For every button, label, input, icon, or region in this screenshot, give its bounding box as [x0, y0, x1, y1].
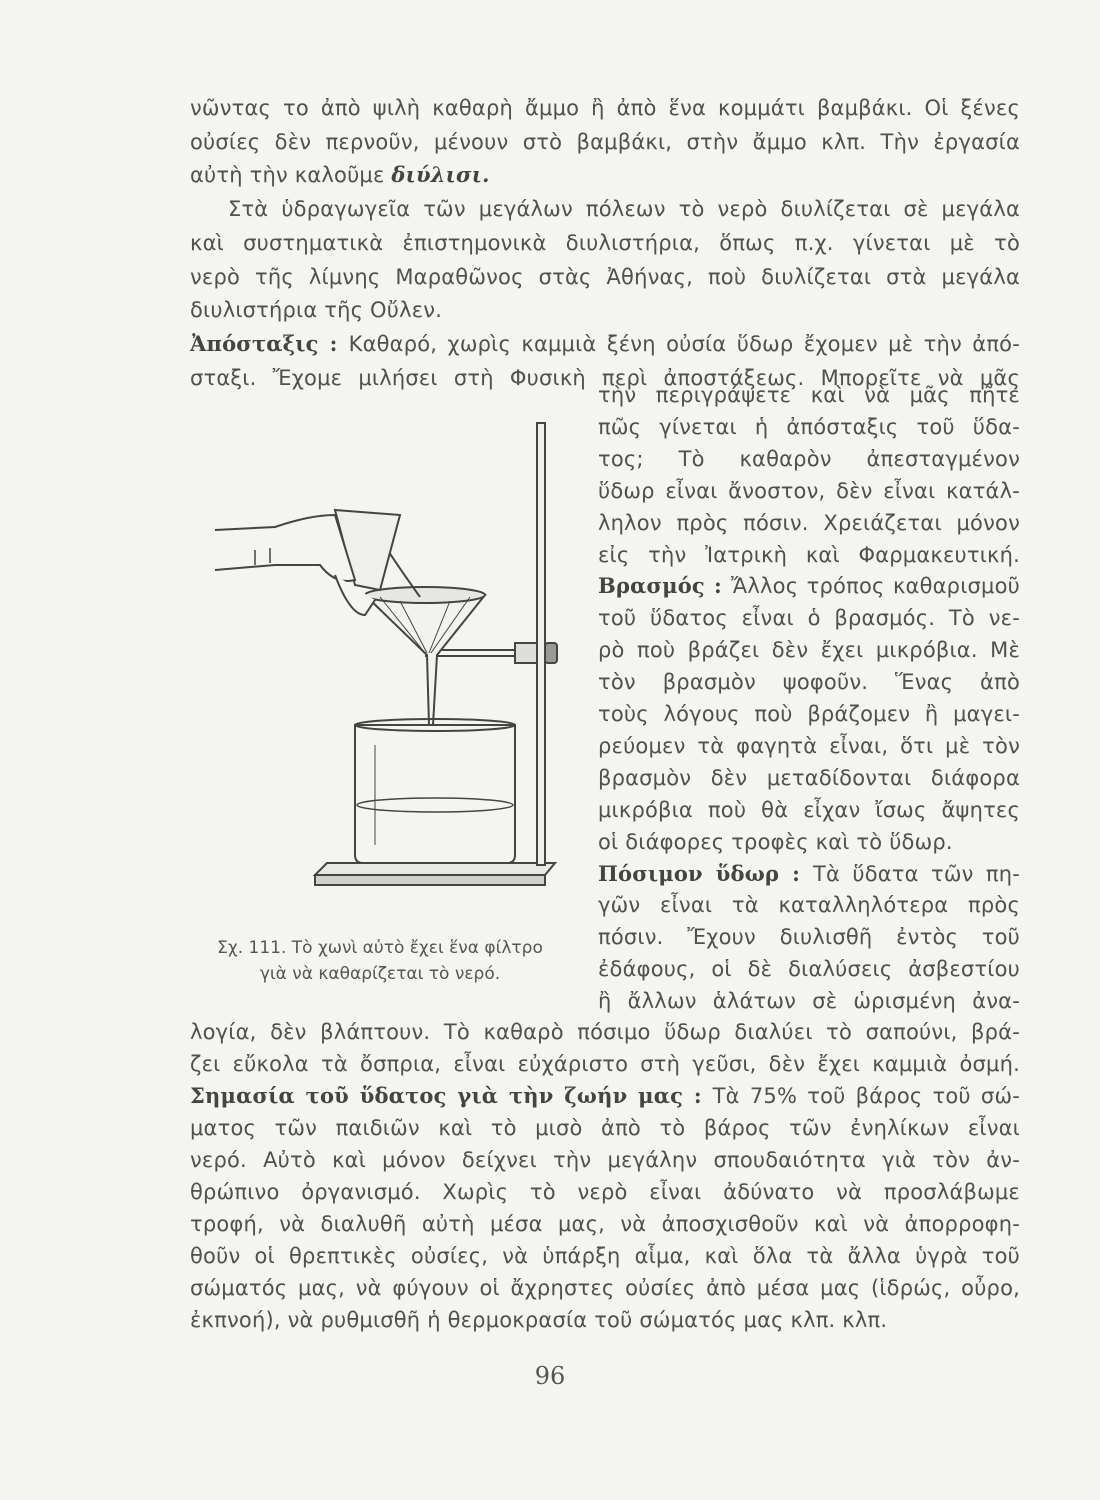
line-text: οὐσίες δὲν περνοῦν, μένουν στὸ βαμβάκι, στὴν ἄμμο κλπ. Τὴν ἐργασία	[190, 129, 1020, 154]
line-text: σώματός μας, νὰ φύγουν οἱ ἄχρηστες οὐσίες ἀπὸ μέσα μας (ἱδρώς, οὖρο,	[190, 1276, 1020, 1300]
text-line	[598, 507, 1020, 539]
beaker	[355, 725, 515, 863]
line-text: θρώπινο ὀργανισμό. Χωρὶς τὸ νερὸ εἶναι ἀδύνατο νὰ προσλάβωμε	[190, 1180, 1020, 1204]
text-line	[190, 1048, 1020, 1080]
text-line	[598, 411, 1020, 443]
line-text: ματος τῶν παιδιῶν καὶ τὸ μισὸ ἀπὸ τὸ βάρος τῶν ἐνηλίκων εἶναι	[190, 1116, 1020, 1140]
hand	[215, 515, 355, 581]
line-text: τροφή, νὰ διαλυθῆ αὐτὴ μέσα μας, νὰ ἀποσχισθοῦν καὶ νὰ ἀπορροφη-	[190, 1212, 1020, 1236]
text-line	[228, 193, 1020, 225]
text-line	[190, 261, 1020, 293]
text-line	[598, 475, 1020, 507]
text-line	[190, 92, 1020, 124]
text-line	[190, 1144, 1020, 1176]
line-text: Τὰ ὕδατα τῶν πη-	[812, 861, 1020, 886]
line-text: βρασμὸν δὲν μεταδίδονται διάφορα	[598, 765, 1020, 790]
text-line	[598, 698, 1020, 730]
line-text: τὴν περιγράψετε καὶ νὰ μᾶς πῆτε	[598, 383, 1020, 407]
text-line	[598, 921, 1020, 953]
line-text: Ἄλλος τρόπος καθαρισμοῦ	[731, 574, 1020, 599]
line-text: ρεύομεν τὰ φαγητὰ εἶναι, ὅτι μὲ τὸν	[598, 733, 1020, 758]
line-text: λογία, δὲν βλάπτουν. Τὸ καθαρὸ πόσιμο ὕδωρ διαλύει τὸ σαπούνι, βρά-	[190, 1020, 1020, 1044]
line-text: ὕδωρ εἶναι ἄνοστον, δὲν εἶναι κατάλ-	[598, 478, 1020, 503]
section-heading: Ἀπόσταξις :	[190, 330, 349, 356]
line-text: μικρόβια ποὺ θὰ εἶχαν ἴσως ἄψητες	[598, 797, 1020, 822]
line-text: πῶς γίνεται ἡ ἀπόσταξις τοῦ ὕδα-	[598, 414, 1020, 439]
stand-rod	[537, 423, 545, 865]
text-line	[598, 985, 1020, 1017]
text-line	[598, 602, 1020, 634]
stand-base	[315, 863, 555, 875]
text-line	[190, 159, 1020, 191]
text-line	[598, 539, 1020, 571]
text-line	[598, 953, 1020, 985]
text-line	[598, 379, 1020, 411]
figure-caption-line-2: γιὰ νὰ καθαρίζεται τὸ νερό.	[259, 964, 501, 984]
text-line	[190, 328, 1020, 360]
text-line	[598, 730, 1020, 762]
line-text: Στὰ ὑδραγωγεῖα τῶν μεγάλων πόλεων τὸ νερὸ διυλίζεται σὲ μεγάλα	[228, 197, 1020, 222]
text-line	[190, 227, 1020, 259]
text-line	[598, 443, 1020, 475]
line-text: νερό. Αὐτὸ καὶ μόνον δείχνει τὴν μεγάλην σπουδαιότητα γιὰ τὸν ἀν-	[190, 1148, 1020, 1172]
text-line	[598, 762, 1020, 794]
line-text: τοῦ ὕδατος εἶναι ὁ βρασμός. Τὸ νε-	[598, 606, 1020, 631]
line-text: νερὸ τῆς λίμνης Μαραθῶνος στὰς Ἀθήνας, ποὺ διυλίζεται στὰ μεγάλα	[190, 264, 1020, 289]
line-text: ρὸ ποὺ βράζει δὲν ἔχει μικρόβια. Μὲ	[598, 638, 1020, 663]
text-line	[190, 1208, 1020, 1240]
section-heading: Βρασμός :	[598, 573, 732, 599]
line-text: ζει εὔκολα τὰ ὄσπρια, εἶναι εὐχάριστο στὴ γεῦσι, δὲν ἔχει καμμιὰ ὀσμή.	[190, 1052, 1020, 1076]
text-line	[598, 666, 1020, 698]
line-text: γῶν εἶναι τὰ καταλληλότερα πρὸς	[598, 893, 1020, 918]
line-text: ἐκπνοή), νὰ ρυθμισθῆ ἡ θερμοκρασία τοῦ σώματός μας κλπ. κλπ.	[190, 1308, 888, 1332]
line-text: οἱ διάφορες τροφὲς καὶ τὸ ὕδωρ.	[598, 829, 953, 854]
text-line	[598, 794, 1020, 826]
line-text: καὶ συστηματικὰ ἐπιστημονικὰ διυλιστήρια, ὅπως π.χ. γίνεται μὲ τὸ	[190, 230, 1020, 255]
section-heading: Σημασία τοῦ ὕδατος γιὰ τὴν ζωήν μας :	[190, 1083, 713, 1108]
line-text: τὸν βρασμὸν ψοφοῦν. Ἕνας ἀπὸ	[598, 670, 1020, 695]
line-text: αὐτὴ τὴν καλοῦμε	[190, 163, 392, 188]
text-line	[190, 294, 1020, 326]
text-line	[190, 1304, 1020, 1336]
text-line	[190, 126, 1020, 158]
text-line	[190, 1016, 1020, 1048]
text-line	[598, 858, 1020, 890]
funnel	[365, 595, 485, 725]
line-text: σταξι. Ἔχομε μιλήσει στὴ Φυσικὴ περὶ ἀποστάξεως. Μπορεῖτε νὰ μᾶς	[190, 365, 1020, 390]
line-text: ληλον πρὸς πόσιν. Χρειάζεται μόνον	[598, 510, 1020, 535]
figure-caption-line-1: Σχ. 111. Τὸ χωνὶ αὐτὸ ἔχει ἕνα φίλτρο	[217, 938, 543, 958]
line-text: πόσιν. Ἔχουν διυλισθῆ ἐντὸς τοῦ	[598, 925, 1020, 950]
text-line	[190, 1112, 1020, 1144]
text-line	[190, 1080, 1020, 1112]
text-line	[598, 634, 1020, 666]
page-number: 96	[534, 1362, 566, 1390]
line-text: θοῦν οἱ θρεπτικὲς οὐσίες, νὰ ὑπάρξη αἷμα, καὶ ὅλα τὰ ἄλλα ὑγρὰ τοῦ	[190, 1244, 1020, 1268]
line-text: ἢ ἄλλων ἁλάτων σὲ ὡρισμένη ἀνα-	[598, 989, 1020, 1014]
text-line	[598, 889, 1020, 921]
line-text: εἰς τὴν Ἰατρικὴ καὶ Φαρμακευτική.	[598, 542, 1020, 567]
text-line	[598, 570, 1020, 602]
emphasized-term: διύλισι.	[391, 162, 490, 188]
filtration-apparatus-illustration	[215, 415, 575, 905]
line-text: διυλιστήρια τῆς Οὔλεν.	[190, 298, 443, 323]
text-line	[190, 1240, 1020, 1272]
line-text: Τὰ 75% τοῦ βάρος τοῦ σώ-	[712, 1084, 1020, 1108]
line-text: ἐδάφους, οἱ δὲ διαλύσεις ἀσβεστίου	[598, 957, 1020, 982]
line-text: τος; Τὸ καθαρὸν ἀπεσταγμένον	[598, 446, 1020, 471]
text-line	[190, 1272, 1020, 1304]
line-text: τοὺς λόγους ποὺ βράζομεν ἢ μαγει-	[598, 702, 1020, 726]
text-line	[190, 1176, 1020, 1208]
line-text: νῶντας το ἀπὸ ψιλὴ καθαρὴ ἄμμο ἢ ἀπὸ ἕνα κομμάτι βαμβάκι. Οἱ ξένες	[190, 96, 1020, 120]
line-text: Καθαρό, χωρὶς καμμιὰ ξένη οὐσία ὕδωρ ἔχομεν μὲ τὴν ἀπό-	[348, 331, 1020, 356]
section-heading: Πόσιμον ὕδωρ :	[598, 860, 813, 886]
text-line	[598, 826, 1020, 858]
